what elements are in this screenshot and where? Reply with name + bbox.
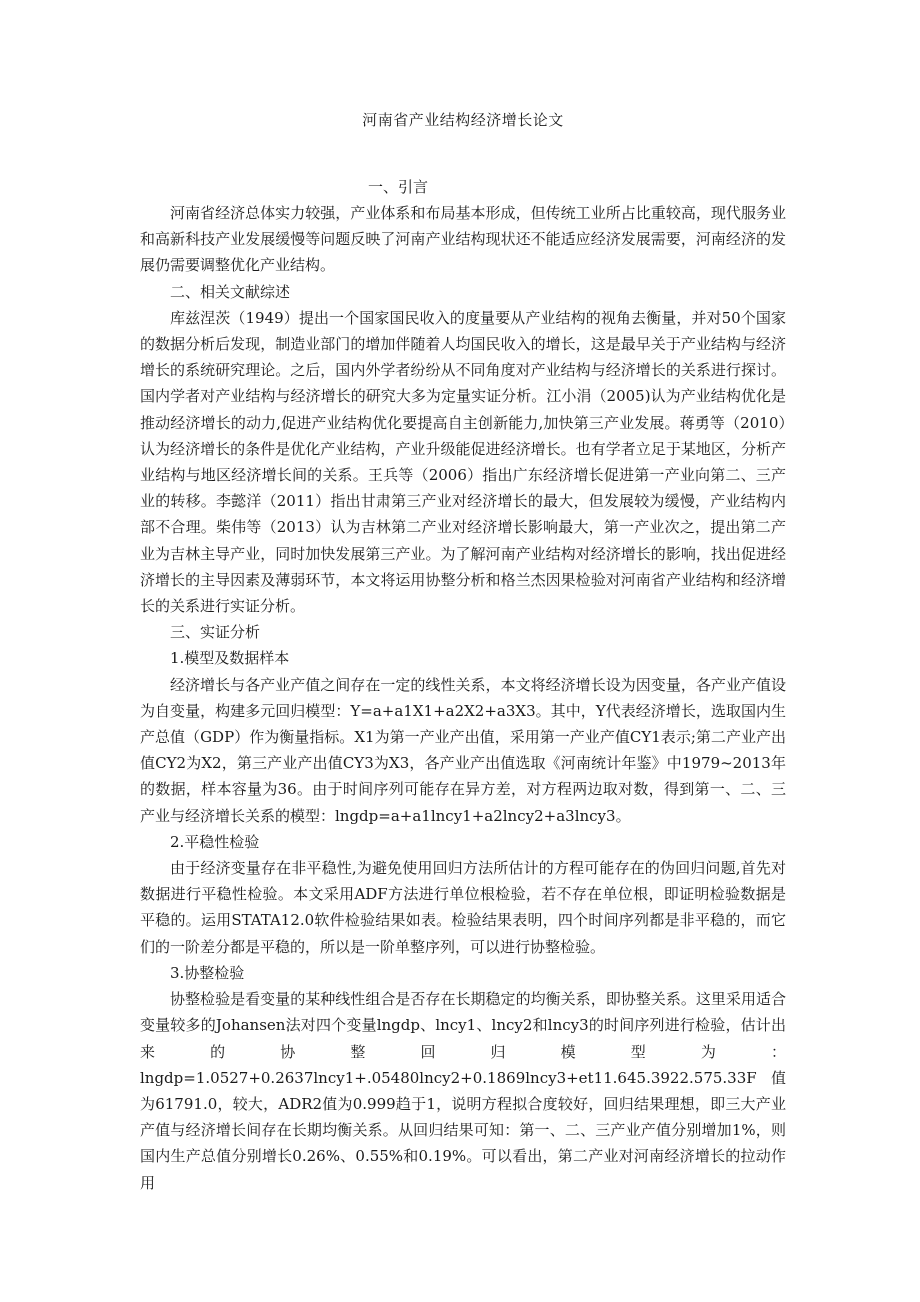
- paragraph-cointegration-test: 协整检验是看变量的某种线性组合是否存在长期稳定的均衡关系，即协整关系。这里采用适合变量较多的Johansen法对四个变量lngdp、lncy1、lncy2和lncy3的时间序列进行检验，估计出来的协整回归模型为：lngdp=1.0527+0.2637lncy1+.05480lncy2+0.1869lncy3+et11.645.3922.575.33F值为61791.0，较大，ADR2值为0.999趋于1，说明方程拟合度较好，回归结果理想，即三大产业产值与经济增长间存在长期均衡关系。从回归结果可知：第一、二、三产业产值分别增加1%，则国内生产总值分别增长0.26%、0.55%和0.19%。可以看出，第二产业对河南经济增长的拉动作用: [140, 990, 786, 1192]
- document-page: [140, 110, 786, 1196]
- section-heading-introduction: 一、引言: [368, 178, 429, 196]
- subsection-heading-cointegration-test: 3.协整检验: [170, 963, 245, 982]
- section-heading-empirical-analysis: 三、实证分析: [170, 623, 261, 642]
- document-title: 河南省产业结构经济增长论文: [362, 111, 564, 129]
- paragraph-literature-review: 库兹涅茨（1949）提出一个国家国民收入的度量要从产业结构的视角去衡量，并对50个国家的数据分析后发现，制造业部门的增加伴随着人均国民收入的增长，这是最早关于产业结构与经济增长的系统研究理论。之后，国内外学者纷纷从不同角度对产业结构与经济增长的关系进行探讨。国内学者对产业结构与经济增长的研究大多为定量实证分析。江小涓（2005)认为产业结构优化是推动经济增长的动力,促进产业结构优化要提高自主创新能力,加快第三产业发展。蒋勇等（2010）认为经济增长的条件是优化产业结构，产业升级能促进经济增长。也有学者立足于某地区，分析产业结构与地区经济增长间的关系。王兵等（2006）指出广东经济增长促进第一产业向第二、三产业的转移。李懿洋（2011）指出甘肃第三产业对经济增长的最大，但发展较为缓慢，产业结构内部不合理。柴伟等（2013）认为吉林第二产业对经济增长影响最大，第一产业次之，提出第二产业为吉林主导产业，同时加快发展第三产业。为了解河南产业结构对经济增长的影响，找出促进经济增长的主导因素及薄弱环节，本文将运用协整分析和格兰杰因果检验对河南省产业结构和经济增长的关系进行实证分析。: [140, 308, 786, 616]
- paragraph-stationarity-test: 由于经济变量存在非平稳性,为避免使用回归方法所估计的方程可能存在的伪回归问题,首先对数据进行平稳性检验。本文采用ADF方法进行单位根检验，若不存在单位根，即证明检验数据是平稳的。运用STATA12.0软件检验结果如表。检验结果表明，四个时间序列都是非平稳的，而它们的一阶差分都是平稳的，所以是一阶单整序列，可以进行协整检验。: [140, 859, 786, 956]
- paragraph-introduction: 河南省经济总体实力较强，产业体系和布局基本形成，但传统工业所占比重较高，现代服务业和高新科技产业发展缓慢等问题反映了河南产业结构现状还不能适应经济发展需要，河南经济的发展仍需要调整优化产业结构。: [140, 204, 786, 275]
- paragraph-model-data: 经济增长与各产业产值之间存在一定的线性关系，本文将经济增长设为因变量，各产业产值设为自变量，构建多元回归模型：Y=a+a1X1+a2X2+a3X3。其中，Y代表经济增长，选取国内生产总值（GDP）作为衡量指标。X1为第一产业产出值，采用第一产业产值CY1表示;第二产业产出值CY2为X2，第三产业产出值CY3为X3，各产业产出值选取《河南统计年鉴》中1979~2013年的数据，样本容量为36。由于时间序列可能存在异方差，对方程两边取对数，得到第一、二、三产业与经济增长关系的模型：lngdp=a+a1lncy1+a2lncy2+a3lncy3。: [140, 675, 786, 825]
- subsection-heading-model-data: 1.模型及数据样本: [170, 649, 290, 668]
- subsection-heading-stationarity-test: 2.平稳性检验: [170, 832, 260, 851]
- section-heading-literature-review: 二、相关文献综述: [170, 282, 291, 301]
